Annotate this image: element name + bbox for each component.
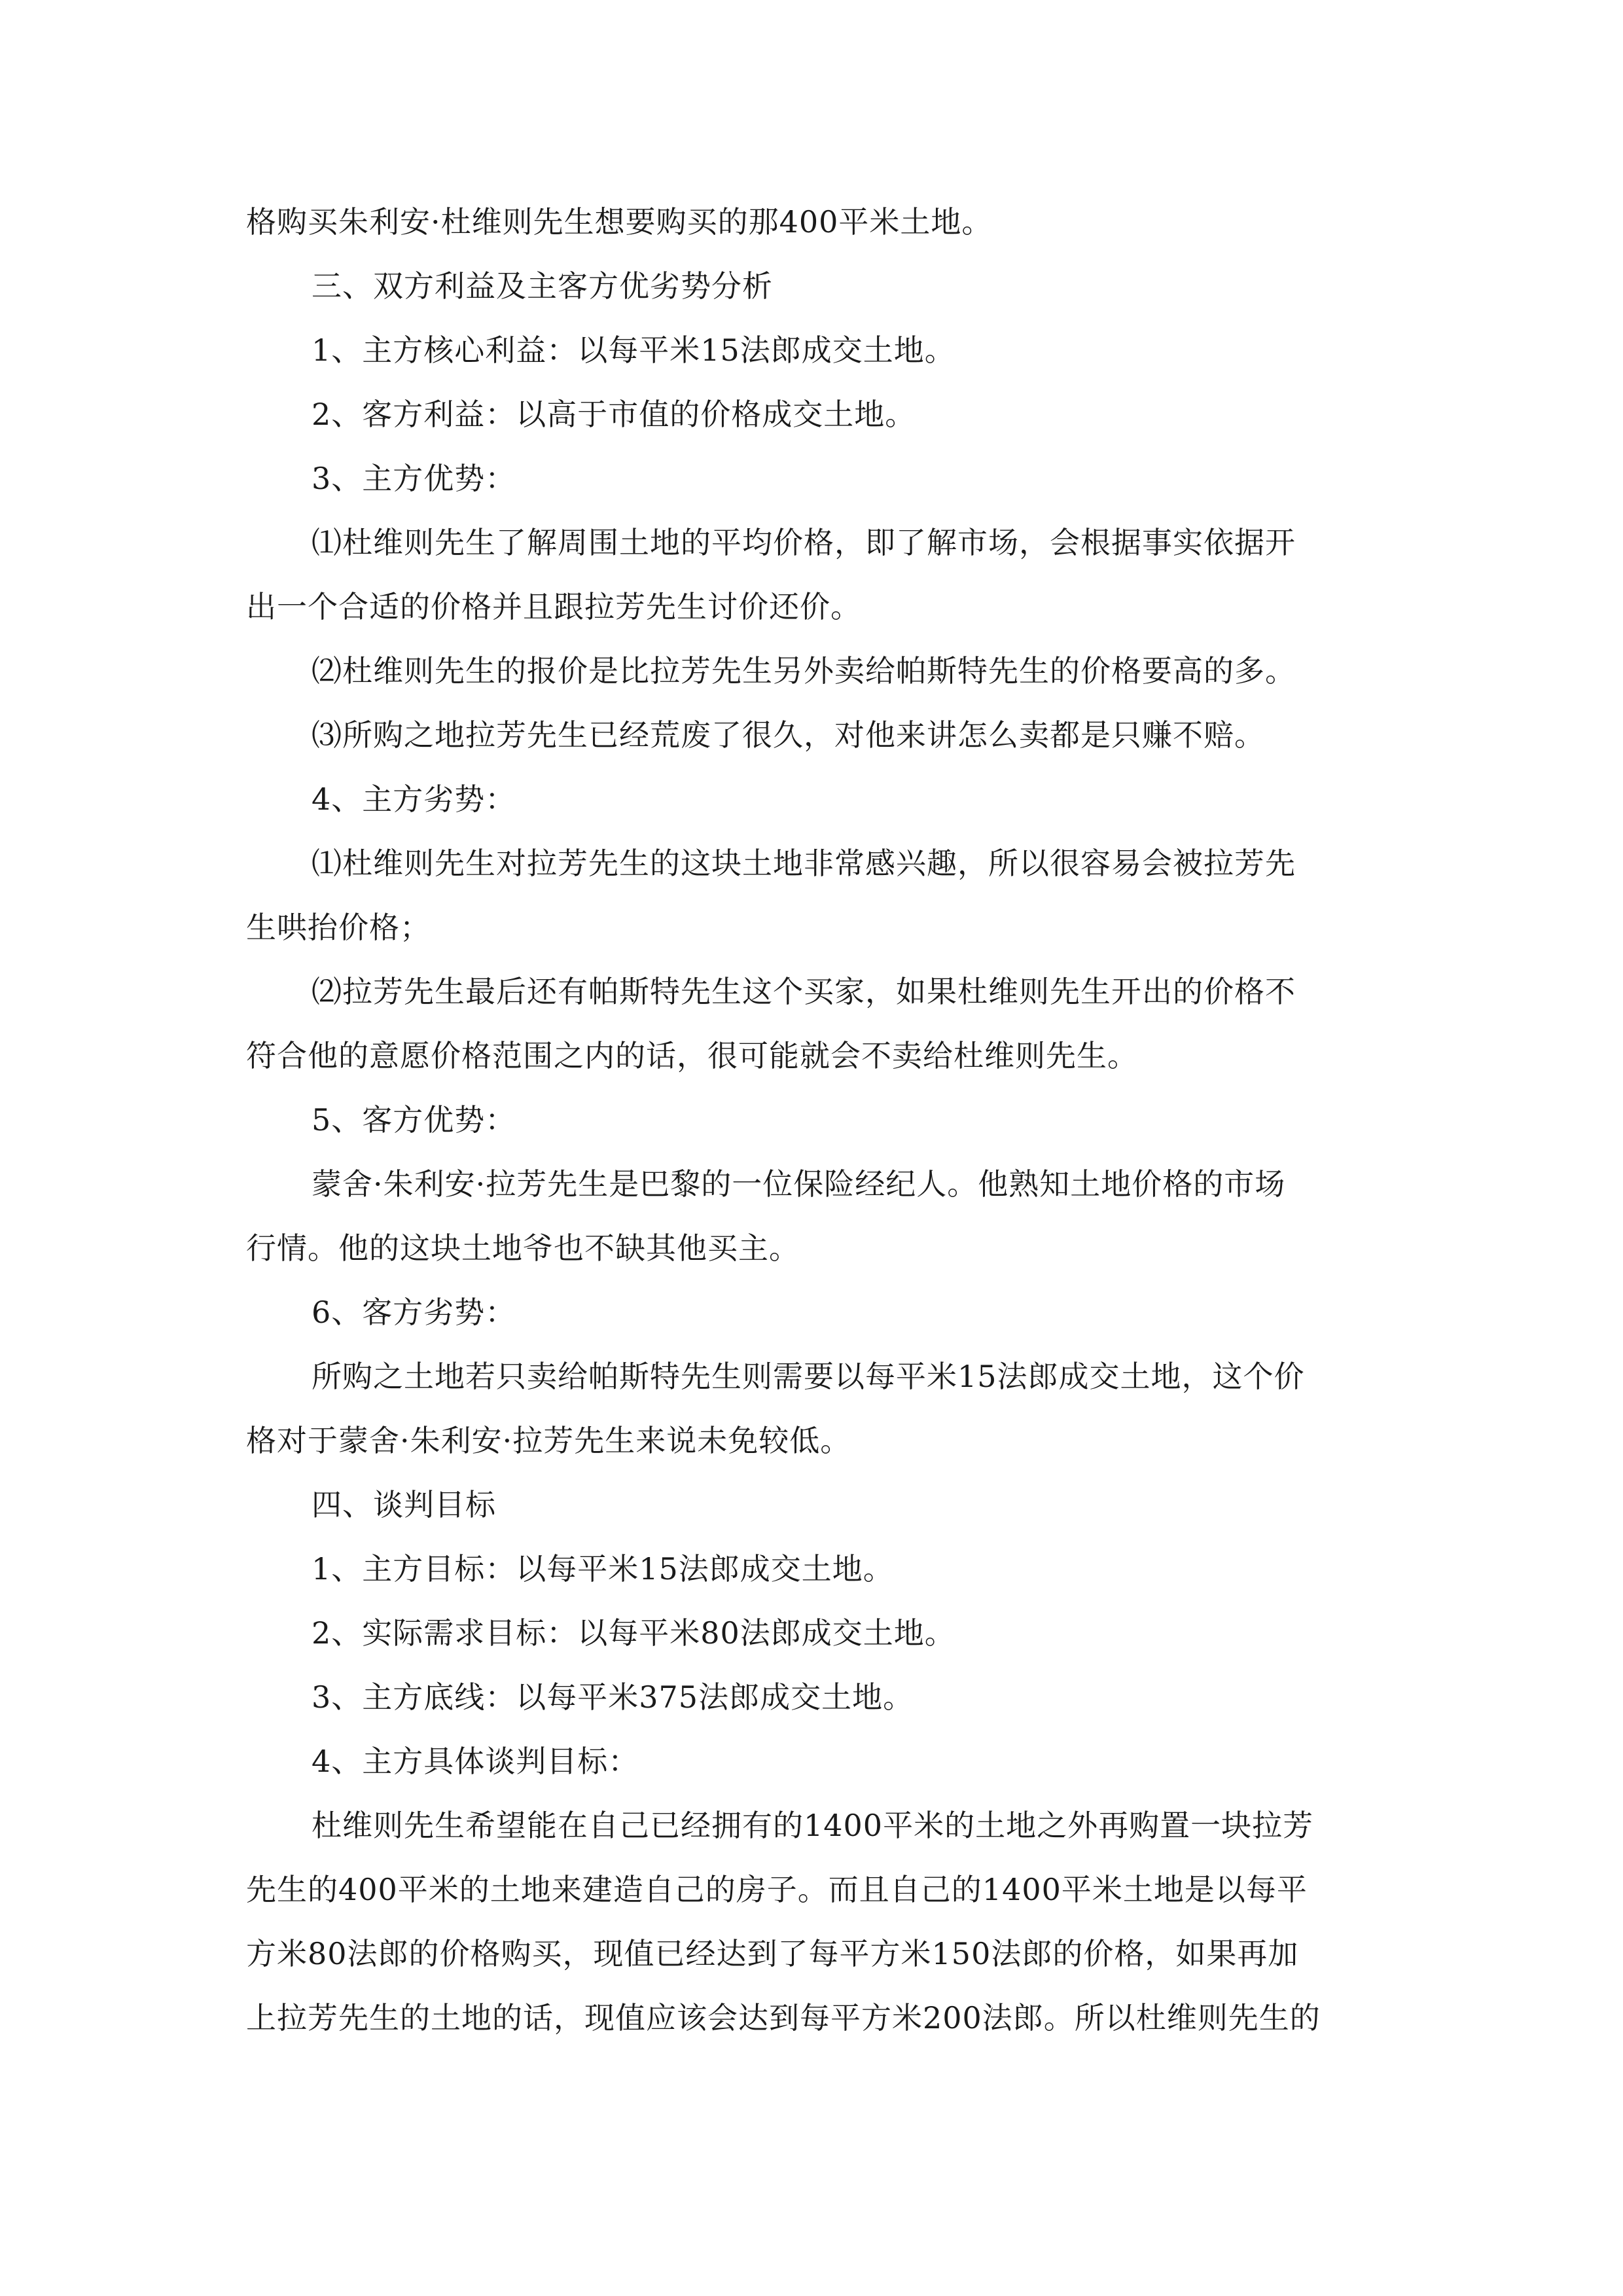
list-item: 3、主方优势： <box>312 461 516 496</box>
list-item: 2、实际需求目标：以每平米80法郎成交土地。 <box>312 1615 955 1651</box>
text-line: 行情。他的这块土地爷也不缺其他买主。 <box>246 1230 800 1266</box>
text-line: 出一个合适的价格并且跟拉芳先生讨价还价。 <box>246 589 861 624</box>
text-line: 杜维则先生希望能在自己已经拥有的1400平米的土地之外再购置一块拉芳 <box>312 1808 1314 1843</box>
text-line: 格对于蒙舍·朱利安·拉芳先生来说未免较低。 <box>246 1423 851 1458</box>
text-line: ⑵拉芳先生最后还有帕斯特先生这个买家，如果杜维则先生开出的价格不 <box>312 974 1296 1009</box>
list-item: 1、主方目标：以每平米15法郎成交土地。 <box>312 1551 894 1587</box>
list-item: 6、客方劣势： <box>312 1295 516 1330</box>
text-line: ⑵杜维则先生的报价是比拉芳先生另外卖给帕斯特先生的价格要高的多。 <box>312 653 1296 689</box>
section-heading: 三、双方利益及主客方优劣势分析 <box>312 268 773 304</box>
list-item: 2、客方利益：以高于市值的价格成交土地。 <box>312 397 916 432</box>
text-line: 先生的400平米的土地来建造自己的房子。而且自己的1400平米土地是以每平 <box>246 1872 1308 1907</box>
text-line: ⑴杜维则先生了解周围土地的平均价格，即了解市场，会根据事实依据开 <box>312 525 1296 560</box>
list-item: 1、主方核心利益：以每平米15法郎成交土地。 <box>312 332 955 368</box>
text-line: 蒙舍·朱利安·拉芳先生是巴黎的一位保险经纪人。他熟知土地价格的市场 <box>312 1166 1286 1202</box>
text-line: ⑶所购之地拉芳先生已经荒废了很久，对他来讲怎么卖都是只赚不赔。 <box>312 717 1265 753</box>
text-line: ⑴杜维则先生对拉芳先生的这块土地非常感兴趣，所以很容易会被拉芳先 <box>312 846 1296 881</box>
list-item: 4、主方具体谈判目标： <box>312 1744 639 1779</box>
list-item: 5、客方优势： <box>312 1102 516 1138</box>
text-line: 格购买朱利安·杜维则先生想要购买的那400平米土地。 <box>246 204 993 240</box>
list-item: 4、主方劣势： <box>312 781 516 817</box>
text-line: 生哄抬价格； <box>246 910 431 945</box>
text-line: 所购之土地若只卖给帕斯特先生则需要以每平米15法郎成交土地，这个价 <box>312 1359 1305 1394</box>
section-heading: 四、谈判目标 <box>312 1487 496 1522</box>
text-line: 方米80法郎的价格购买，现值已经达到了每平方米150法郎的价格，如果再加 <box>246 1936 1299 1971</box>
document-page <box>246 190 1378 2050</box>
text-line: 上拉芳先生的土地的话，现值应该会达到每平方米200法郎。所以杜维则先生的 <box>246 2000 1321 2036</box>
list-item: 3、主方底线：以每平米375法郎成交土地。 <box>312 1679 914 1715</box>
text-line: 符合他的意愿价格范围之内的话，很可能就会不卖给杜维则先生。 <box>246 1038 1138 1073</box>
